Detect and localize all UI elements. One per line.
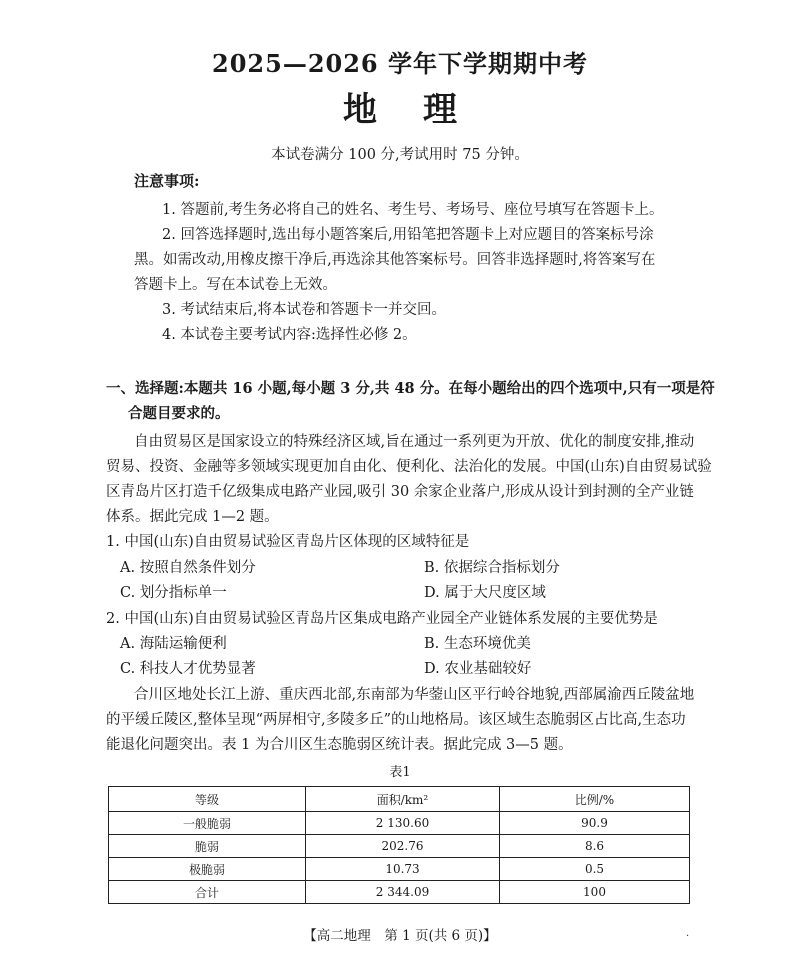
q1-option-a: A. 按照自然条件划分 bbox=[120, 560, 256, 576]
corner-mark: · bbox=[686, 931, 690, 942]
passage1-line2: 贸易、投资、金融等多领域实现更加自由化、便利化、法治化的发展。中国(山东)自由贸易试验 bbox=[106, 459, 712, 475]
header-ratio: 比例/% bbox=[500, 787, 690, 812]
cell-ratio: 0.5 bbox=[500, 858, 690, 881]
question-1-stem: 1. 中国(山东)自由贸易试验区青岛片区体现的区域特征是 bbox=[106, 534, 470, 550]
passage1-line4: 体系。据此完成 1—2 题。 bbox=[106, 509, 279, 525]
cell-area: 10.73 bbox=[306, 858, 500, 881]
q1-option-d: D. 属于大尺度区域 bbox=[424, 585, 546, 601]
cell-ratio: 100 bbox=[500, 881, 690, 904]
table-caption: 表1 bbox=[389, 765, 411, 780]
page-footer: 【高二地理 第 1 页(共 6 页)】 bbox=[303, 928, 497, 944]
note-3: 3. 考试结束后,将本试卷和答题卡一并交回。 bbox=[162, 302, 447, 318]
header-area: 面积/km² bbox=[306, 787, 500, 812]
score-line: 本试卷满分 100 分,考试用时 75 分钟。 bbox=[271, 147, 529, 163]
cell-level: 极脆弱 bbox=[109, 858, 306, 881]
question-2-stem: 2. 中国(山东)自由贸易试验区青岛片区集成电路产业园全产业链体系发展的主要优势是 bbox=[106, 611, 658, 627]
q2-option-d: D. 农业基础较好 bbox=[424, 661, 532, 677]
exam-title: 2025—2026 学年下学期期中考 bbox=[212, 49, 588, 78]
cell-ratio: 90.9 bbox=[500, 812, 690, 835]
q2-option-b: B. 生态环境优美 bbox=[424, 636, 531, 652]
section-heading: 一、选择题:本题共 16 小题,每小题 3 分,共 48 分。在每小题给出的四个选项中,只有一项是符 bbox=[106, 380, 715, 397]
note-1: 1. 答题前,考生务必将自己的姓名、考生号、考场号、座位号填写在答题卡上。 bbox=[162, 202, 664, 218]
subject-title: 地理 bbox=[343, 90, 503, 130]
fragile-area-table bbox=[108, 786, 690, 904]
note-2-cont: 黑。如需改动,用橡皮擦干净后,再选涂其他答案标号。回答非选择题时,将答案写在 bbox=[134, 252, 656, 268]
q2-option-c: C. 科技人才优势显著 bbox=[120, 661, 256, 677]
cell-area: 2 130.60 bbox=[306, 812, 500, 835]
cell-level: 脆弱 bbox=[109, 835, 306, 858]
passage2-line1: 合川区地处长江上游、重庆西北部,东南部为华蓥山区平行岭谷地貌,西部属渝西丘陵盆地 bbox=[134, 687, 695, 703]
cell-area: 2 344.09 bbox=[306, 881, 500, 904]
table-header-row bbox=[109, 787, 690, 812]
cell-ratio: 8.6 bbox=[500, 835, 690, 858]
cell-level: 一般脆弱 bbox=[109, 812, 306, 835]
section-heading-cont: 合题目要求的。 bbox=[128, 405, 230, 422]
passage2-line2: 的平缓丘陵区,整体呈现“两屏相守,多陵多丘”的山地格局。该区域生态脆弱区占比高,生态功 bbox=[106, 712, 686, 728]
cell-level: 合计 bbox=[109, 881, 306, 904]
note-2: 2. 回答选择题时,选出每小题答案后,用铅笔把答题卡上对应题目的答案标号涂 bbox=[162, 227, 654, 243]
q2-option-a: A. 海陆运输便利 bbox=[120, 636, 227, 652]
passage1-line3: 区青岛片区打造千亿级集成电路产业园,吸引 30 余家企业落户,形成从设计到封测的全产业链 bbox=[106, 484, 694, 500]
table-row bbox=[109, 835, 690, 858]
passage1-line1: 自由贸易区是国家设立的特殊经济区域,旨在通过一系列更为开放、优化的制度安排,推动 bbox=[134, 434, 695, 450]
passage2-line3: 能退化问题突出。表 1 为合川区生态脆弱区统计表。据此完成 3—5 题。 bbox=[106, 737, 573, 753]
header-level: 等级 bbox=[109, 787, 306, 812]
note-2-cont2: 答题卡上。写在本试卷上无效。 bbox=[134, 277, 337, 293]
table-row bbox=[109, 858, 690, 881]
q1-option-b: B. 依据综合指标划分 bbox=[424, 560, 560, 576]
table-row bbox=[109, 812, 690, 835]
cell-area: 202.76 bbox=[306, 835, 500, 858]
table-row-total bbox=[109, 881, 690, 904]
notice-heading: 注意事项: bbox=[134, 172, 200, 190]
note-4: 4. 本试卷主要考试内容:选择性必修 2。 bbox=[162, 327, 417, 343]
q1-option-c: C. 划分指标单一 bbox=[120, 585, 227, 601]
